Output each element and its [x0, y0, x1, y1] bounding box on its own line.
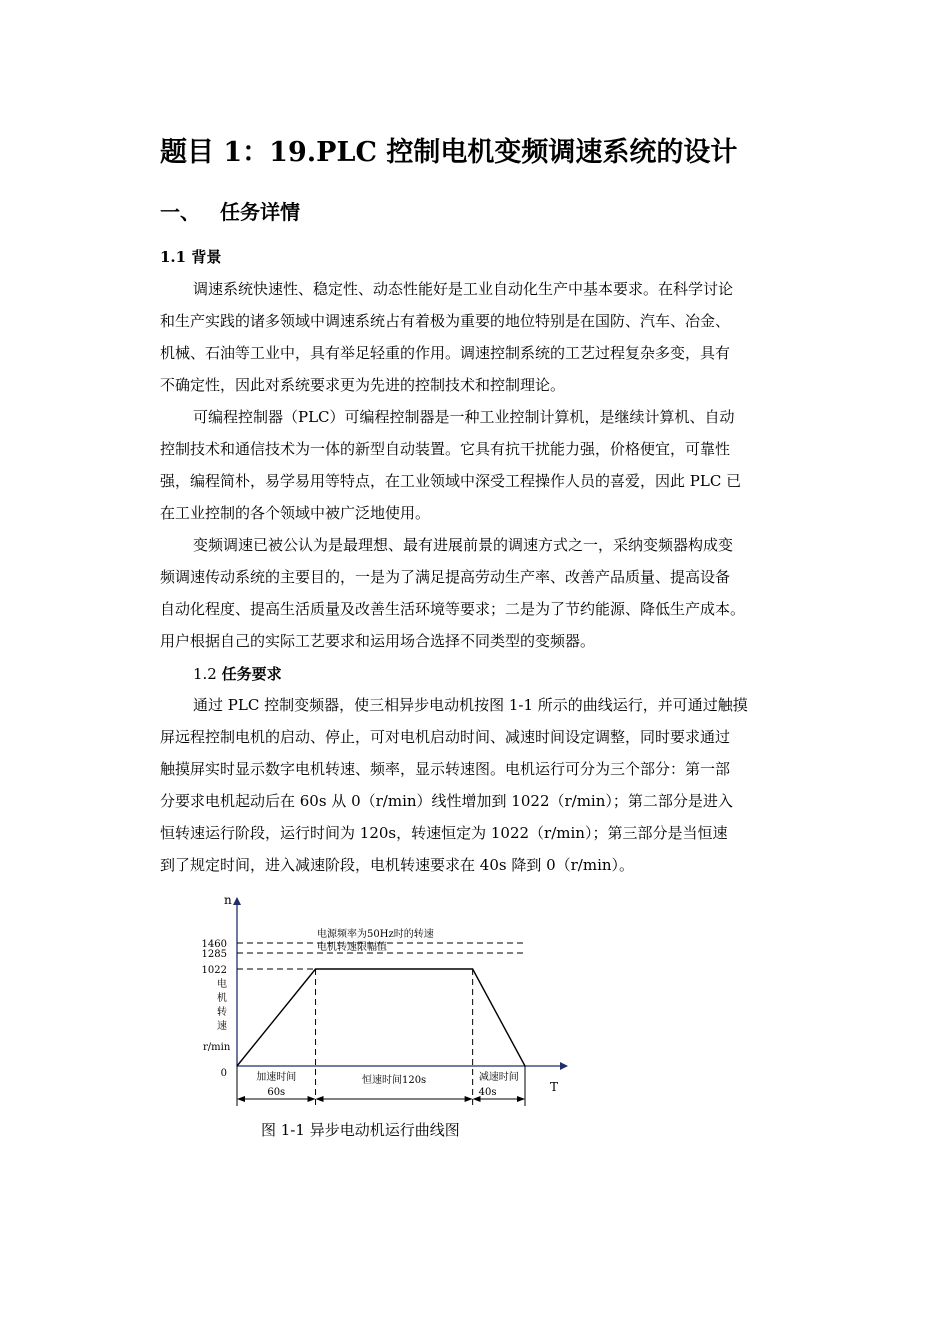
paragraph-line: 分要求电机起动后在 60s 从 0（r/min）线性增加到 1022（r/min）；第二部分是进入 [160, 792, 733, 810]
subsection-number: 1.1 [160, 248, 187, 266]
phase-duration-label: 60s [267, 1087, 286, 1098]
paragraph-line: 机械、石油等工业中，具有举足轻重的作用。调速控制系统的工艺过程复杂多变，具有 [160, 344, 731, 362]
paragraph-line: 触摸屏实时显示数字电机转速、频率，显示转速图。电机运行可分为三个部分：第一部 [160, 760, 731, 778]
paragraph-line: 在工业控制的各个领域中被广泛地使用。 [160, 504, 431, 522]
speed-curve [237, 969, 525, 1066]
subsection-label: 背景 [191, 248, 222, 266]
paragraph-line: 变频调速已被公认为是最理想、最有进展前景的调速方式之一，采纳变频器构成变 [193, 536, 734, 554]
paragraph-line: 强，编程简朴，易学易用等特点，在工业领域中深受工程操作人员的喜爱，因此 PLC 已 [160, 472, 742, 490]
paragraph-line: 调速系统快速性、稳定性、动态性能好是工业自动化生产中基本要求。在科学讨论 [193, 280, 734, 298]
paragraph-line: 到了规定时间，进入减速阶段，电机转速要求在 40s 降到 0（r/min）。 [160, 856, 635, 874]
section-number: 一、 [160, 200, 200, 224]
y-axis-label-char: 转 [217, 1007, 227, 1018]
y-axis-label-char: 机 [217, 993, 227, 1004]
subsection-label: 任务要求 [221, 665, 282, 683]
y-axis-unit: r/min [203, 1042, 231, 1053]
phase-label: 减速时间 [478, 1072, 519, 1083]
y-tick-label: 0 [220, 1068, 227, 1079]
y-axis-title: n [224, 893, 232, 907]
y-tick-label: 1460 [201, 939, 227, 950]
paragraph-line: 不确定性，因此对系统要求更为先进的控制技术和控制理论。 [160, 376, 566, 394]
y-axis-label-char: 速 [217, 1021, 227, 1032]
paragraph-line: 通过 PLC 控制变频器，使三相异步电动机按图 1-1 所示的曲线运行，并可通过触摸 [193, 696, 748, 714]
paragraph-line: 用户根据自己的实际工艺要求和运用场合选择不同类型的变频器。 [160, 632, 596, 650]
subsection-heading-task-requirements [193, 663, 282, 684]
paragraph-line: 恒转速运行阶段，运行时间为 120s，转速恒定为 1022（r/min）；第三部分是当恒速 [160, 824, 728, 842]
reference-line-label: 电源频率为50Hz时的转速 [317, 929, 434, 940]
paragraph-line: 频调速传动系统的主要目的，一是为了满足提高劳动生产率、改善产品质量、提高设备 [160, 568, 731, 586]
paragraph-line: 可编程控制器（PLC）可编程控制器是一种工业控制计算机，是继续计算机、自动 [193, 408, 735, 426]
y-tick-label: 1285 [201, 949, 227, 960]
paragraph-line: 屏远程控制电机的启动、停止，可对电机启动时间、减速时间设定调整，同时要求通过 [160, 728, 731, 746]
y-tick-label: 1022 [201, 965, 227, 976]
x-axis-title: T [550, 1080, 559, 1094]
section-label: 任务详情 [220, 200, 300, 224]
subsection-heading-background [160, 246, 221, 267]
y-axis-label-char: 电 [217, 979, 227, 990]
section-heading-task-details [160, 196, 300, 225]
phase-label: 加速时间 [256, 1072, 297, 1083]
phase-duration-label: 40s [478, 1087, 497, 1098]
paragraph-line: 控制技术和通信技术为一体的新型自动装置。它具有抗干扰能力强，价格便宜，可靠性 [160, 440, 731, 458]
chart-svg [195, 890, 575, 1115]
motor-speed-chart [195, 890, 575, 1115]
document-title: 题目 1：19.PLC 控制电机变频调速系统的设计 [160, 137, 738, 168]
paragraph-line: 和生产实践的诸多领域中调速系统占有着极为重要的地位特别是在国防、汽车、冶金、 [160, 312, 731, 330]
phase-label: 恒速时间120s [361, 1075, 427, 1086]
reference-line-label: 电机转速限幅值 [317, 942, 387, 953]
paragraph-line: 自动化程度、提高生活质量及改善生活环境等要求；二是为了节约能源、降低生产成本。 [160, 600, 746, 618]
figure-caption: 图 1-1 异步电动机运行曲线图 [261, 1121, 460, 1139]
subsection-number: 1.2 [193, 665, 217, 683]
